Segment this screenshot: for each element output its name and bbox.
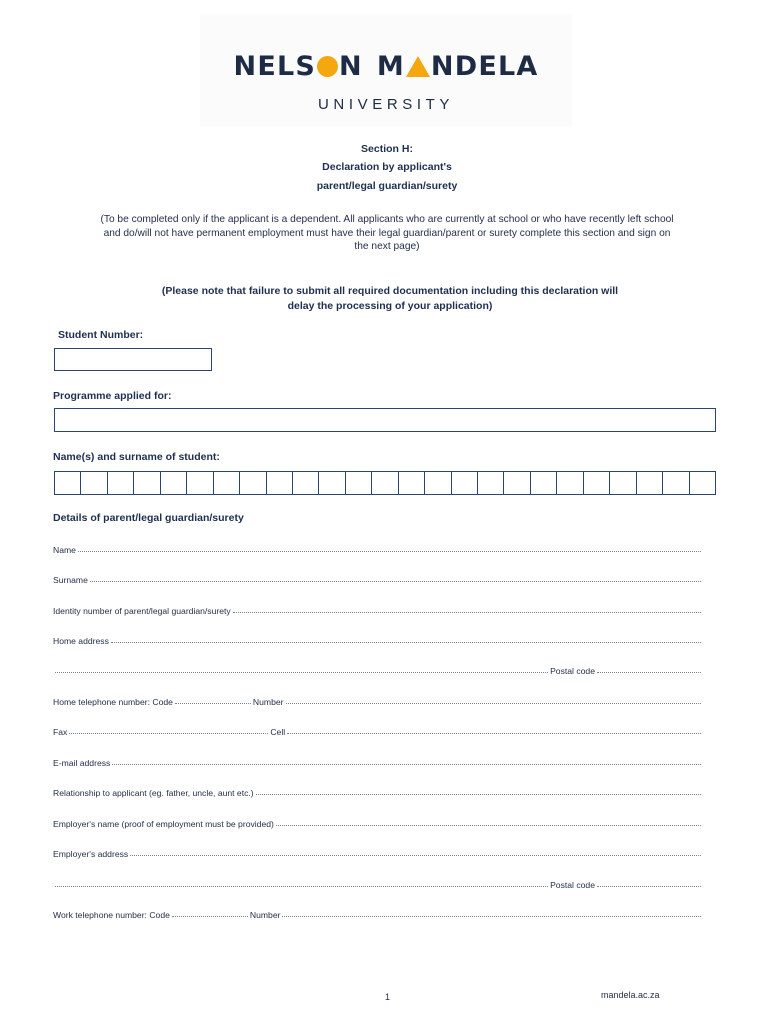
employer-name-label: Employer's name (proof of employment must be provided) xyxy=(53,819,274,829)
logo-circle-icon xyxy=(317,56,338,77)
letter-cell[interactable] xyxy=(161,472,187,494)
letter-cell[interactable] xyxy=(55,472,81,494)
cell-label: Cell xyxy=(270,727,286,737)
footer-website: mandela.ac.za xyxy=(601,990,660,1000)
employer-name-line[interactable] xyxy=(276,825,701,826)
logo-subtitle: UNIVERSITY xyxy=(317,96,454,113)
letter-cell[interactable] xyxy=(425,472,451,494)
logo-wordmark xyxy=(200,46,572,86)
name-row xyxy=(53,541,703,555)
logo-text-part: NDELA xyxy=(430,50,539,82)
letter-cell[interactable] xyxy=(584,472,610,494)
details-heading: Details of parent/legal guardian/surety xyxy=(53,512,244,524)
letter-cell[interactable] xyxy=(134,472,160,494)
page-number: 1 xyxy=(385,992,391,1002)
home-address-row-2 xyxy=(53,662,703,676)
postal-code-line[interactable] xyxy=(597,672,701,673)
letter-cell[interactable] xyxy=(187,472,213,494)
home-tel-code-line[interactable] xyxy=(175,703,251,704)
letter-cell[interactable] xyxy=(240,472,266,494)
home-address-label: Home address xyxy=(53,636,109,646)
email-line[interactable] xyxy=(112,764,701,765)
home-tel-number-label: Number xyxy=(252,697,284,707)
name-label: Name xyxy=(53,545,76,555)
letter-cell[interactable] xyxy=(372,472,398,494)
student-name-label: Name(s) and surname of student: xyxy=(53,451,220,463)
home-tel-number-line[interactable] xyxy=(286,703,702,704)
name-line[interactable] xyxy=(78,551,701,552)
cell-line[interactable] xyxy=(287,733,701,734)
employer-address-row xyxy=(53,845,703,859)
letter-cell[interactable] xyxy=(690,472,715,494)
logo-text-part: N xyxy=(339,50,363,82)
instructions-line: and do/will not have permanent employment must have their legal guardian/parent or surety complete this section and sign on xyxy=(103,227,671,239)
email-row xyxy=(53,754,703,768)
home-telephone-row xyxy=(53,693,703,707)
letter-cell[interactable] xyxy=(81,472,107,494)
fax-line[interactable] xyxy=(69,733,268,734)
section-heading: Section H: xyxy=(361,143,413,155)
student-name-field[interactable] xyxy=(54,471,716,495)
letter-cell[interactable] xyxy=(504,472,530,494)
work-tel-code-line[interactable] xyxy=(172,916,248,917)
logo-triangle-icon xyxy=(406,56,430,77)
relationship-row xyxy=(53,784,703,798)
relationship-label: Relationship to applicant (eg. father, uncle, aunt etc.) xyxy=(53,788,254,798)
letter-cell[interactable] xyxy=(663,472,689,494)
home-tel-code-label: Home telephone number: Code xyxy=(53,697,173,707)
letter-cell[interactable] xyxy=(319,472,345,494)
documentation-notice xyxy=(60,284,720,314)
letter-cell[interactable] xyxy=(399,472,425,494)
home-address-line[interactable] xyxy=(111,642,701,643)
email-label: E-mail address xyxy=(53,758,111,768)
letter-cell[interactable] xyxy=(531,472,557,494)
relationship-line[interactable] xyxy=(256,794,701,795)
logo-text-part: NELS xyxy=(233,50,317,82)
instructions-paragraph xyxy=(54,213,720,254)
work-tel-number-label: Number xyxy=(249,910,281,920)
fax-cell-row xyxy=(53,723,703,737)
student-number-label: Student Number: xyxy=(58,329,144,341)
letter-cell[interactable] xyxy=(610,472,636,494)
letter-cell[interactable] xyxy=(637,472,663,494)
employer-address-row-2 xyxy=(53,876,703,890)
postal-code-line-2[interactable] xyxy=(597,886,701,887)
section-title-line2: parent/legal guardian/surety xyxy=(316,180,458,192)
id-number-row xyxy=(53,602,703,616)
section-title-line1: Declaration by applicant's xyxy=(322,161,452,173)
surname-label: Surname xyxy=(53,575,88,585)
employer-address-label: Employer's address xyxy=(53,849,129,859)
notice-line: delay the processing of your application) xyxy=(287,300,493,312)
work-tel-code-label: Work telephone number: Code xyxy=(53,910,170,920)
letter-cell[interactable] xyxy=(557,472,583,494)
notice-line: (Please note that failure to submit all required documentation including this declaration will xyxy=(161,285,619,297)
letter-cell[interactable] xyxy=(346,472,372,494)
letter-cell[interactable] xyxy=(452,472,478,494)
letter-cell[interactable] xyxy=(108,472,134,494)
programme-label: Programme applied for: xyxy=(53,390,172,402)
employer-address-line-2[interactable] xyxy=(55,886,548,887)
university-logo xyxy=(200,14,572,126)
postal-code-label-2: Postal code xyxy=(550,880,595,890)
id-number-line[interactable] xyxy=(233,612,701,613)
postal-code-label: Postal code xyxy=(550,666,595,676)
employer-address-line[interactable] xyxy=(130,855,701,856)
instructions-line: (To be completed only if the applicant is a dependent. All applicants who are currently at school or who have recently left school xyxy=(100,214,674,225)
work-telephone-row xyxy=(53,906,703,920)
letter-cell[interactable] xyxy=(293,472,319,494)
home-address-row xyxy=(53,632,703,646)
instructions-line: the next page) xyxy=(354,241,420,252)
student-number-field[interactable] xyxy=(54,348,212,371)
id-number-label: Identity number of parent/legal guardian/surety xyxy=(53,606,231,616)
employer-name-row xyxy=(53,815,703,829)
letter-cell[interactable] xyxy=(267,472,293,494)
logo-text-part: M xyxy=(376,50,405,82)
home-address-line-2[interactable] xyxy=(55,672,548,673)
surname-row xyxy=(53,571,703,585)
fax-label: Fax xyxy=(53,727,68,737)
surname-line[interactable] xyxy=(90,581,701,582)
letter-cell[interactable] xyxy=(478,472,504,494)
work-tel-number-line[interactable] xyxy=(282,916,701,917)
letter-cell[interactable] xyxy=(214,472,240,494)
programme-field[interactable] xyxy=(54,408,716,432)
